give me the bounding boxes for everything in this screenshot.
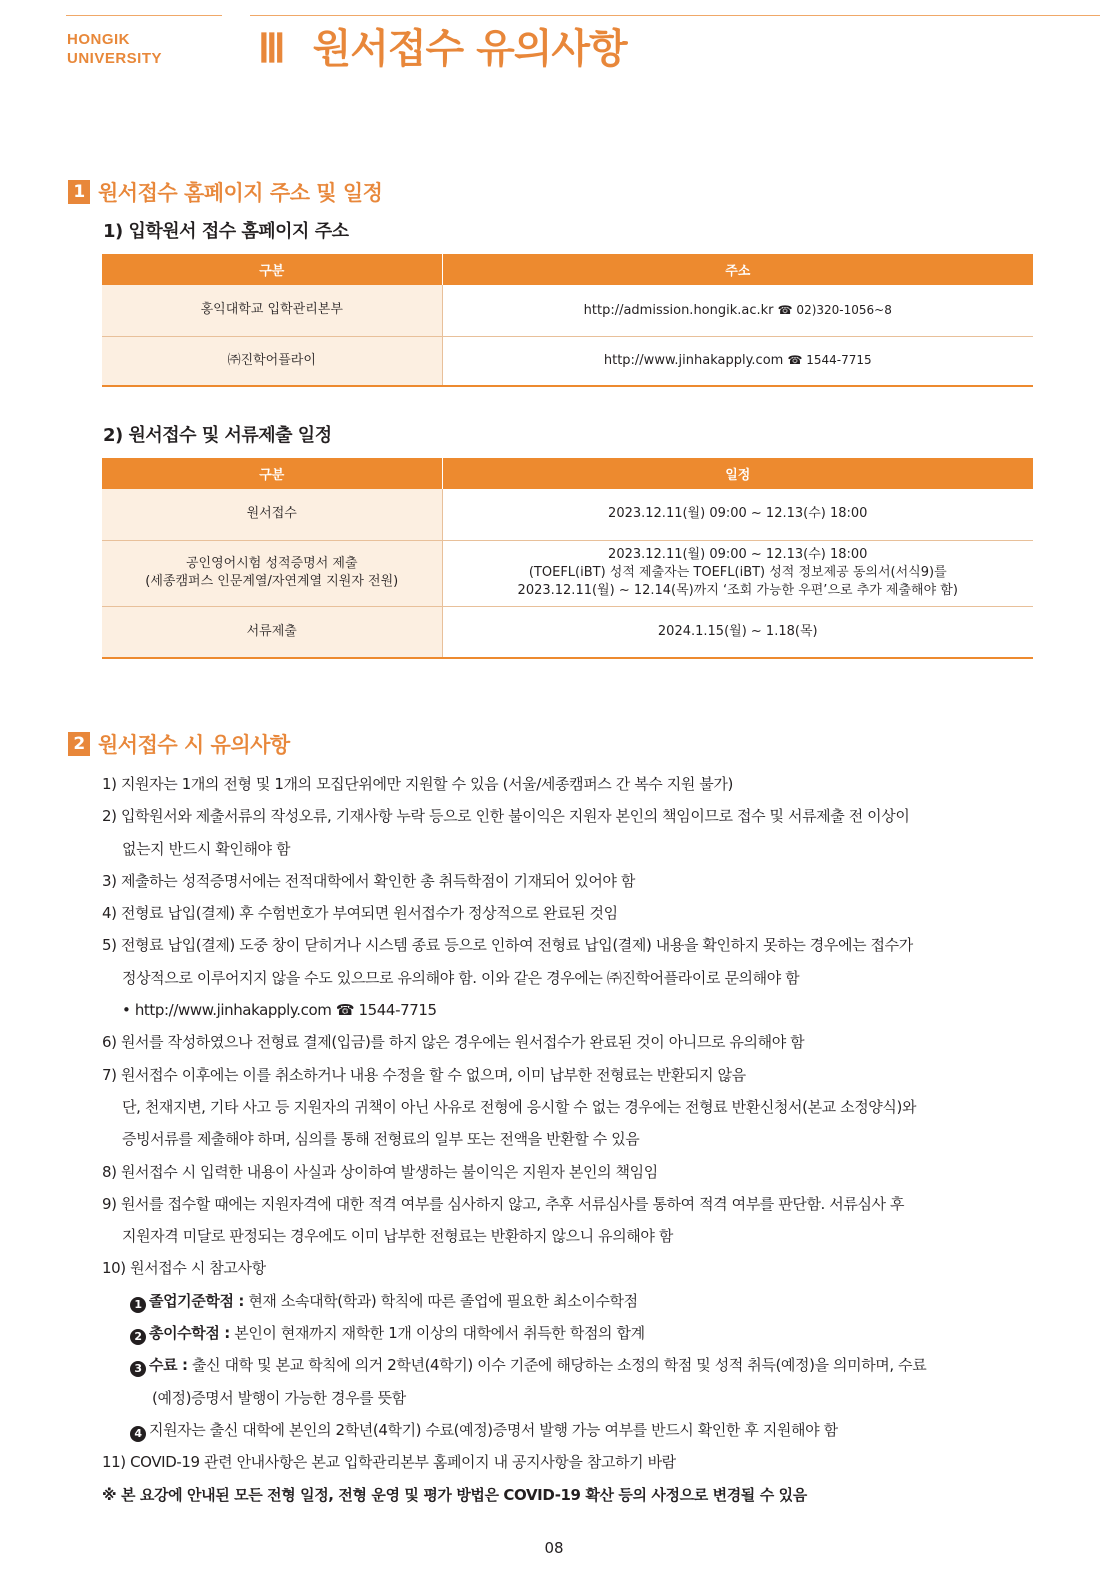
table-row: [102, 540, 1033, 606]
header-rule-left: [66, 15, 222, 16]
section-2-heading: [68, 732, 290, 758]
phone-text: ☎ 02)320-1056~8: [777, 302, 892, 317]
chapter-title-text: 원서접수 유의사항: [312, 26, 627, 72]
number-badge-icon: 3: [130, 1361, 146, 1377]
contact-link-line[interactable]: • http://www.jinhakapply.com ☎ 1544-7715: [122, 1001, 437, 1020]
reference-term: 졸업기준학점 :: [149, 1291, 244, 1310]
brand-line-1: HONGIK: [67, 31, 130, 48]
note-line: 없는지 반드시 확인해야 함: [122, 839, 291, 858]
note-line: 4) 전형료 납입(결제) 후 수험번호가 부여되면 원서접수가 정상적으로 완료된 것임: [102, 904, 618, 923]
university-logo-text: [67, 30, 162, 68]
note-line: 단, 천재지변, 기타 사고 등 지원자의 귀책이 아닌 사유로 전형에 응시할 수 없는 경우에는 전형료 반환신청서(본교 소정양식)와: [122, 1097, 917, 1116]
reference-item: [102, 1317, 1037, 1349]
note-line: 2) 입학원서와 제출서류의 작성오류, 기재사항 누락 등으로 인한 불이익은 지원자 본인의 책임이므로 접수 및 서류제출 전 이상이: [102, 807, 910, 826]
org-cell: ㈜진학어플라이: [102, 336, 442, 386]
number-badge-icon: 4: [130, 1426, 146, 1442]
reference-item: [102, 1414, 1037, 1446]
note-line: 9) 원서를 접수할 때에는 지원자격에 대한 적격 여부를 심사하지 않고, 추후 서류심사를 통하여 적격 여부를 판단함. 서류심사 후: [102, 1194, 905, 1213]
phone-text: ☎ 1544-7715: [787, 353, 872, 368]
schedule-cell: [442, 540, 1033, 606]
subsection-2-title: 2) 원서접수 및 서류제출 일정: [103, 425, 332, 446]
reference-item: [102, 1349, 1037, 1381]
note-line: 6) 원서를 작성하였으나 전형료 결제(입금)를 하지 않은 경우에는 원서접수가 완료된 것이 아니므로 유의해야 함: [102, 1033, 805, 1052]
table-row: [102, 285, 1033, 336]
schedule-text: (TOEFL(iBT) 성적 제출자는 TOEFL(iBT) 성적 정보제공 동의서(서식9)를: [528, 565, 947, 580]
note-line: 7) 원서접수 이후에는 이를 취소하거나 내용 수정을 할 수 없으며, 이미 납부한 전형료는 반환되지 않음: [102, 1065, 746, 1084]
reference-text: 본인이 현재까지 재학한 1개 이상의 대학에서 취득한 학점의 합계: [229, 1324, 645, 1343]
note-line: 증빙서류를 제출해야 하며, 심의를 통해 전형료의 일부 또는 전액을 반환할 수 있음: [122, 1130, 640, 1149]
note-line: 1) 지원자는 1개의 전형 및 1개의 모집단위에만 지원할 수 있음 (서울/세종캠퍼스 간 복수 지원 불가): [102, 775, 733, 793]
item-text: 서류제출: [246, 623, 297, 639]
item-cell: [102, 606, 442, 658]
reference-text: 출신 대학 및 본교 학칙에 의거 2학년(4학기) 이수 기준에 해당하는 소정의 학점 및 성적 취득(예정)을 의미하며, 수료: [187, 1356, 927, 1375]
item-text: 원서접수: [246, 506, 297, 522]
column-header: 일정: [442, 458, 1033, 489]
schedule-text: 2023.12.11(월) 09:00 ~ 12.13(수) 18:00: [608, 506, 868, 522]
reference-text: 현재 소속대학(학과) 학칙에 따른 졸업에 필요한 최소이수학점: [243, 1291, 638, 1310]
section-1-heading: [68, 180, 382, 206]
reference-term: 총이수학점 :: [149, 1324, 230, 1343]
org-cell: 홍익대학교 입학관리본부: [102, 285, 442, 336]
schedule-text: 2024.1.15(월) ~ 1.18(목): [657, 623, 818, 639]
column-header: 구분: [102, 254, 442, 285]
table-row: [102, 336, 1033, 386]
address-cell: [442, 336, 1033, 386]
chapter-title: [258, 22, 627, 76]
item-cell: [102, 489, 442, 540]
note-line: 11) COVID-19 관련 안내사항은 본교 입학관리본부 홈페이지 내 공지사항을 참고하기 바람: [102, 1453, 676, 1472]
brand-line-2: UNIVERSITY: [67, 50, 163, 67]
note-line: 정상적으로 이루어지지 않을 수도 있으므로 유의해야 함. 이와 같은 경우에는 ㈜진학어플라이로 문의해야 함: [122, 968, 800, 987]
notes-list: [102, 768, 1037, 1511]
column-header: 구분: [102, 458, 442, 489]
address-cell: [442, 285, 1033, 336]
column-header: 주소: [442, 254, 1033, 285]
reference-term: 수료 :: [149, 1356, 188, 1375]
final-notice: ※ 본 요강에 안내된 모든 전형 일정, 전형 운영 및 평가 방법은 COVID-19 확산 등의 사정으로 변경될 수 있음: [102, 1485, 807, 1504]
note-line: 5) 전형료 납입(결제) 도중 창이 닫히거나 시스템 종료 등으로 인하여 전형료 납입(결제) 내용을 확인하지 못하는 경우에는 접수가: [102, 936, 913, 955]
url-link[interactable]: http://admission.hongik.ac.kr: [583, 302, 774, 318]
note-line: 10) 원서접수 시 참고사항: [102, 1259, 266, 1278]
schedule-text: 2023.12.11(월) ~ 12.14(목)까지 ‘조회 가능한 우편’으로 추가 제출해야 함): [517, 583, 958, 598]
schedule-cell: [442, 489, 1033, 540]
table-row: [102, 489, 1033, 540]
schedule-cell: [442, 606, 1033, 658]
note-line: 3) 제출하는 성적증명서에는 전적대학에서 확인한 총 취득학점이 기재되어 있어야 함: [102, 871, 635, 890]
note-line: 8) 원서접수 시 입력한 내용이 사실과 상이하여 발생하는 불이익은 지원자 본인의 책임임: [102, 1162, 658, 1181]
item-cell: [102, 540, 442, 606]
homepage-address-table: [102, 254, 1033, 387]
item-text: (세종캠퍼스 인문계열/자연계열 지원자 전원): [145, 574, 399, 589]
note-line: 지원자격 미달로 판정되는 경우에도 이미 납부한 전형료는 반환하지 않으니 유의해야 함: [122, 1227, 673, 1246]
item-text: 공인영어시험 성적증명서 제출: [185, 556, 358, 571]
table-row: [102, 606, 1033, 658]
header-rule-right: [250, 15, 1100, 16]
schedule-text: 2023.12.11(월) 09:00 ~ 12.13(수) 18:00: [608, 547, 868, 562]
url-link[interactable]: http://www.jinhakapply.com: [603, 353, 784, 369]
reference-item-continuation: (예정)증명서 발행이 가능한 경우를 뜻함: [152, 1388, 406, 1407]
section-2-title: 원서접수 시 유의사항: [98, 733, 290, 757]
number-badge-icon: 1: [130, 1297, 146, 1313]
schedule-table: [102, 458, 1033, 659]
subsection-1-title: 1) 입학원서 접수 홈페이지 주소: [103, 221, 349, 242]
section-number-badge: 1: [68, 180, 90, 204]
section-number-badge: 2: [68, 732, 90, 756]
chapter-number: Ⅲ: [258, 26, 285, 71]
section-1-title: 원서접수 홈페이지 주소 및 일정: [98, 181, 383, 205]
reference-text: 지원자는 출신 대학에 본인의 2학년(4학기) 수료(예정)증명서 발행 가능 여부를 반드시 확인한 후 지원해야 함: [149, 1420, 838, 1439]
number-badge-icon: 2: [130, 1329, 146, 1345]
page-number: 08: [544, 1539, 564, 1557]
reference-item: [102, 1285, 1037, 1317]
